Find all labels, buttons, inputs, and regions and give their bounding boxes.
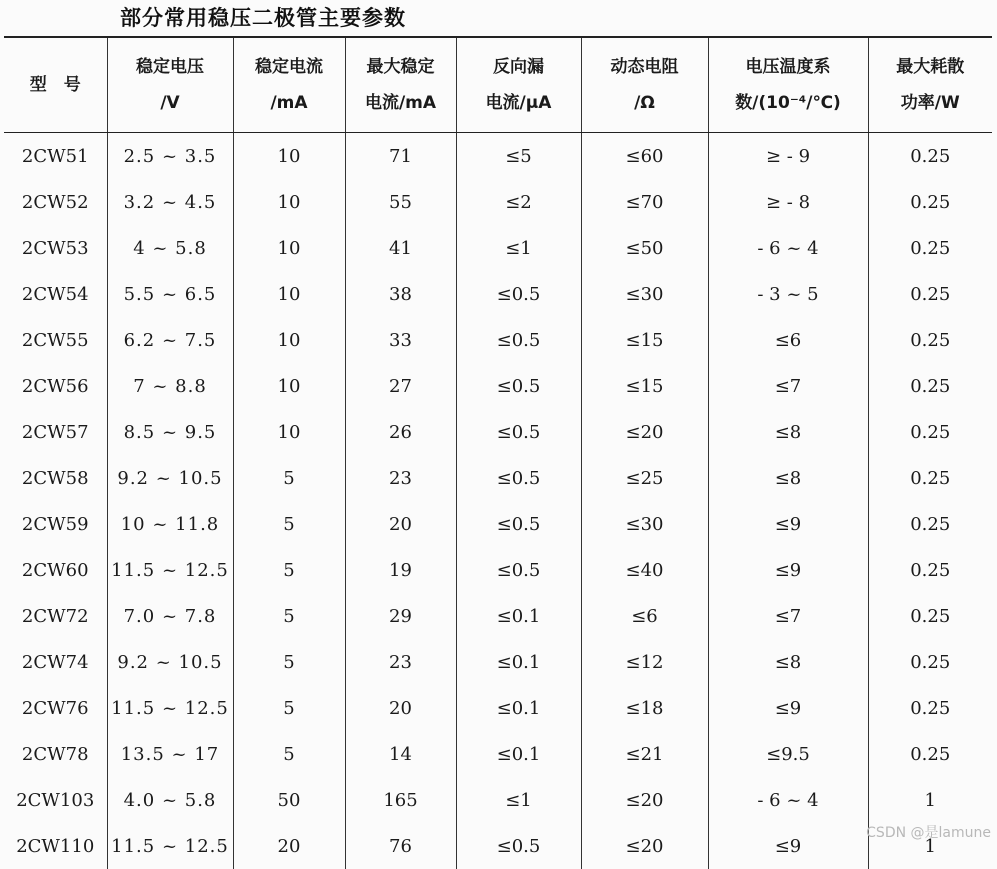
cell-max-stable-current: 71 xyxy=(345,133,456,180)
cell-stable-voltage: 10 ~ 11.8 xyxy=(107,501,233,547)
cell-reverse-leakage: ≤0.5 xyxy=(456,409,581,455)
cell-model: 2CW110 xyxy=(4,823,107,869)
cell-dynamic-resistance: ≤30 xyxy=(581,501,708,547)
cell-stable-current: 10 xyxy=(233,409,345,455)
cell-max-stable-current: 41 xyxy=(345,225,456,271)
cell-reverse-leakage: ≤1 xyxy=(456,777,581,823)
cell-temp-coefficient: ≤7 xyxy=(708,363,868,409)
cell-stable-current: 5 xyxy=(233,731,345,777)
table-row xyxy=(4,409,992,455)
cell-reverse-leakage: ≤0.5 xyxy=(456,455,581,501)
cell-temp-coefficient: ≥ - 9 xyxy=(708,133,868,180)
cell-max-stable-current: 27 xyxy=(345,363,456,409)
cell-stable-voltage: 11.5 ~ 12.5 xyxy=(107,685,233,731)
table-row xyxy=(4,731,992,777)
cell-reverse-leakage: ≤0.5 xyxy=(456,271,581,317)
column-header-max-power: 最大耗散 功率/W xyxy=(868,37,992,133)
cell-max-power: 0.25 xyxy=(868,133,992,180)
cell-max-stable-current: 23 xyxy=(345,455,456,501)
cell-dynamic-resistance: ≤20 xyxy=(581,777,708,823)
cell-max-power: 0.25 xyxy=(868,685,992,731)
column-header-reverse-leakage: 反向漏 电流/μA xyxy=(456,37,581,133)
cell-stable-voltage: 11.5 ~ 12.5 xyxy=(107,547,233,593)
cell-dynamic-resistance: ≤15 xyxy=(581,317,708,363)
cell-max-stable-current: 33 xyxy=(345,317,456,363)
cell-model: 2CW60 xyxy=(4,547,107,593)
cell-max-stable-current: 165 xyxy=(345,777,456,823)
cell-temp-coefficient: ≤9 xyxy=(708,501,868,547)
cell-stable-voltage: 2.5 ~ 3.5 xyxy=(107,133,233,180)
cell-max-stable-current: 76 xyxy=(345,823,456,869)
cell-stable-current: 10 xyxy=(233,317,345,363)
cell-model: 2CW103 xyxy=(4,777,107,823)
cell-temp-coefficient: ≤9 xyxy=(708,547,868,593)
cell-reverse-leakage: ≤5 xyxy=(456,133,581,180)
zener-diode-parameter-table xyxy=(4,36,992,869)
cell-stable-voltage: 6.2 ~ 7.5 xyxy=(107,317,233,363)
cell-model: 2CW74 xyxy=(4,639,107,685)
column-header-dynamic-resistance: 动态电阻 /Ω xyxy=(581,37,708,133)
cell-dynamic-resistance: ≤21 xyxy=(581,731,708,777)
watermark: CSDN @是lamune xyxy=(866,822,991,842)
table-row xyxy=(4,271,992,317)
cell-reverse-leakage: ≤0.5 xyxy=(456,823,581,869)
cell-dynamic-resistance: ≤6 xyxy=(581,593,708,639)
column-header-model: 型 号 xyxy=(4,37,107,133)
table-row xyxy=(4,363,992,409)
cell-temp-coefficient: - 3 ~ 5 xyxy=(708,271,868,317)
cell-reverse-leakage: ≤0.1 xyxy=(456,685,581,731)
cell-dynamic-resistance: ≤18 xyxy=(581,685,708,731)
cell-model: 2CW55 xyxy=(4,317,107,363)
cell-max-power: 0.25 xyxy=(868,593,992,639)
cell-stable-voltage: 13.5 ~ 17 xyxy=(107,731,233,777)
cell-temp-coefficient: ≤8 xyxy=(708,639,868,685)
cell-stable-voltage: 9.2 ~ 10.5 xyxy=(107,639,233,685)
cell-temp-coefficient: ≤9 xyxy=(708,685,868,731)
cell-stable-voltage: 4 ~ 5.8 xyxy=(107,225,233,271)
table-row xyxy=(4,133,992,180)
cell-temp-coefficient: ≤8 xyxy=(708,409,868,455)
cell-stable-current: 5 xyxy=(233,639,345,685)
table-row xyxy=(4,593,992,639)
table-row xyxy=(4,547,992,593)
cell-stable-voltage: 8.5 ~ 9.5 xyxy=(107,409,233,455)
cell-model: 2CW57 xyxy=(4,409,107,455)
cell-stable-voltage: 4.0 ~ 5.8 xyxy=(107,777,233,823)
cell-reverse-leakage: ≤0.1 xyxy=(456,731,581,777)
cell-max-power: 0.25 xyxy=(868,455,992,501)
cell-reverse-leakage: ≤2 xyxy=(456,179,581,225)
cell-temp-coefficient: - 6 ~ 4 xyxy=(708,225,868,271)
cell-max-power: 0.25 xyxy=(868,271,992,317)
cell-model: 2CW56 xyxy=(4,363,107,409)
cell-model: 2CW76 xyxy=(4,685,107,731)
cell-model: 2CW54 xyxy=(4,271,107,317)
cell-dynamic-resistance: ≤30 xyxy=(581,271,708,317)
cell-reverse-leakage: ≤0.1 xyxy=(456,639,581,685)
cell-stable-current: 5 xyxy=(233,501,345,547)
cell-reverse-leakage: ≤0.5 xyxy=(456,547,581,593)
cell-max-power: 1 xyxy=(868,777,992,823)
cell-stable-current: 10 xyxy=(233,271,345,317)
cell-stable-voltage: 5.5 ~ 6.5 xyxy=(107,271,233,317)
cell-temp-coefficient: ≤9 xyxy=(708,823,868,869)
cell-stable-current: 20 xyxy=(233,823,345,869)
cell-max-stable-current: 38 xyxy=(345,271,456,317)
cell-max-power: 0.25 xyxy=(868,501,992,547)
cell-max-power: 1 xyxy=(868,823,992,869)
cell-stable-current: 10 xyxy=(233,179,345,225)
cell-model: 2CW59 xyxy=(4,501,107,547)
cell-model: 2CW58 xyxy=(4,455,107,501)
cell-stable-voltage: 9.2 ~ 10.5 xyxy=(107,455,233,501)
cell-model: 2CW78 xyxy=(4,731,107,777)
cell-max-stable-current: 26 xyxy=(345,409,456,455)
cell-max-power: 0.25 xyxy=(868,317,992,363)
cell-dynamic-resistance: ≤12 xyxy=(581,639,708,685)
cell-reverse-leakage: ≤1 xyxy=(456,225,581,271)
cell-stable-current: 10 xyxy=(233,133,345,180)
cell-dynamic-resistance: ≤15 xyxy=(581,363,708,409)
cell-stable-current: 5 xyxy=(233,593,345,639)
cell-temp-coefficient: - 6 ~ 4 xyxy=(708,777,868,823)
table-row xyxy=(4,317,992,363)
table-row xyxy=(4,179,992,225)
table-row xyxy=(4,685,992,731)
cell-reverse-leakage: ≤0.5 xyxy=(456,501,581,547)
table-row xyxy=(4,455,992,501)
cell-reverse-leakage: ≤0.5 xyxy=(456,317,581,363)
cell-max-stable-current: 23 xyxy=(345,639,456,685)
cell-stable-current: 5 xyxy=(233,685,345,731)
column-header-max-stable-current: 最大稳定 电流/mA xyxy=(345,37,456,133)
cell-reverse-leakage: ≤0.1 xyxy=(456,593,581,639)
cell-dynamic-resistance: ≤50 xyxy=(581,225,708,271)
table-body xyxy=(4,133,992,869)
cell-stable-voltage: 7 ~ 8.8 xyxy=(107,363,233,409)
cell-stable-current: 50 xyxy=(233,777,345,823)
table-row xyxy=(4,501,992,547)
table-row xyxy=(4,639,992,685)
cell-reverse-leakage: ≤0.5 xyxy=(456,363,581,409)
cell-dynamic-resistance: ≤20 xyxy=(581,409,708,455)
cell-max-power: 0.25 xyxy=(868,179,992,225)
cell-max-power: 0.25 xyxy=(868,409,992,455)
cell-max-power: 0.25 xyxy=(868,731,992,777)
cell-dynamic-resistance: ≤40 xyxy=(581,547,708,593)
cell-temp-coefficient: ≤7 xyxy=(708,593,868,639)
cell-stable-voltage: 3.2 ~ 4.5 xyxy=(107,179,233,225)
cell-temp-coefficient: ≥ - 8 xyxy=(708,179,868,225)
column-header-temp-coefficient: 电压温度系 数/(10⁻⁴/℃) xyxy=(708,37,868,133)
cell-max-power: 0.25 xyxy=(868,639,992,685)
cell-max-power: 0.25 xyxy=(868,363,992,409)
table-row xyxy=(4,225,992,271)
cell-stable-voltage: 7.0 ~ 7.8 xyxy=(107,593,233,639)
cell-model: 2CW72 xyxy=(4,593,107,639)
cell-stable-voltage: 11.5 ~ 12.5 xyxy=(107,823,233,869)
table-row xyxy=(4,777,992,823)
cell-max-stable-current: 55 xyxy=(345,179,456,225)
cell-dynamic-resistance: ≤60 xyxy=(581,133,708,180)
cell-max-stable-current: 29 xyxy=(345,593,456,639)
cell-max-stable-current: 20 xyxy=(345,685,456,731)
table-row xyxy=(4,823,992,869)
cell-max-stable-current: 20 xyxy=(345,501,456,547)
cell-stable-current: 10 xyxy=(233,363,345,409)
cell-dynamic-resistance: ≤25 xyxy=(581,455,708,501)
cell-model: 2CW53 xyxy=(4,225,107,271)
cell-temp-coefficient: ≤6 xyxy=(708,317,868,363)
cell-temp-coefficient: ≤8 xyxy=(708,455,868,501)
cell-temp-coefficient: ≤9.5 xyxy=(708,731,868,777)
cell-dynamic-resistance: ≤20 xyxy=(581,823,708,869)
header-row xyxy=(4,37,992,133)
cell-max-stable-current: 14 xyxy=(345,731,456,777)
column-header-stable-voltage: 稳定电压 /V xyxy=(107,37,233,133)
cell-dynamic-resistance: ≤70 xyxy=(581,179,708,225)
cell-stable-current: 10 xyxy=(233,225,345,271)
table-title: 部分常用稳压二极管主要参数 xyxy=(120,2,406,32)
cell-max-stable-current: 19 xyxy=(345,547,456,593)
cell-model: 2CW52 xyxy=(4,179,107,225)
cell-stable-current: 5 xyxy=(233,547,345,593)
cell-stable-current: 5 xyxy=(233,455,345,501)
cell-model: 2CW51 xyxy=(4,133,107,180)
column-header-stable-current: 稳定电流 /mA xyxy=(233,37,345,133)
cell-max-power: 0.25 xyxy=(868,225,992,271)
cell-max-power: 0.25 xyxy=(868,547,992,593)
